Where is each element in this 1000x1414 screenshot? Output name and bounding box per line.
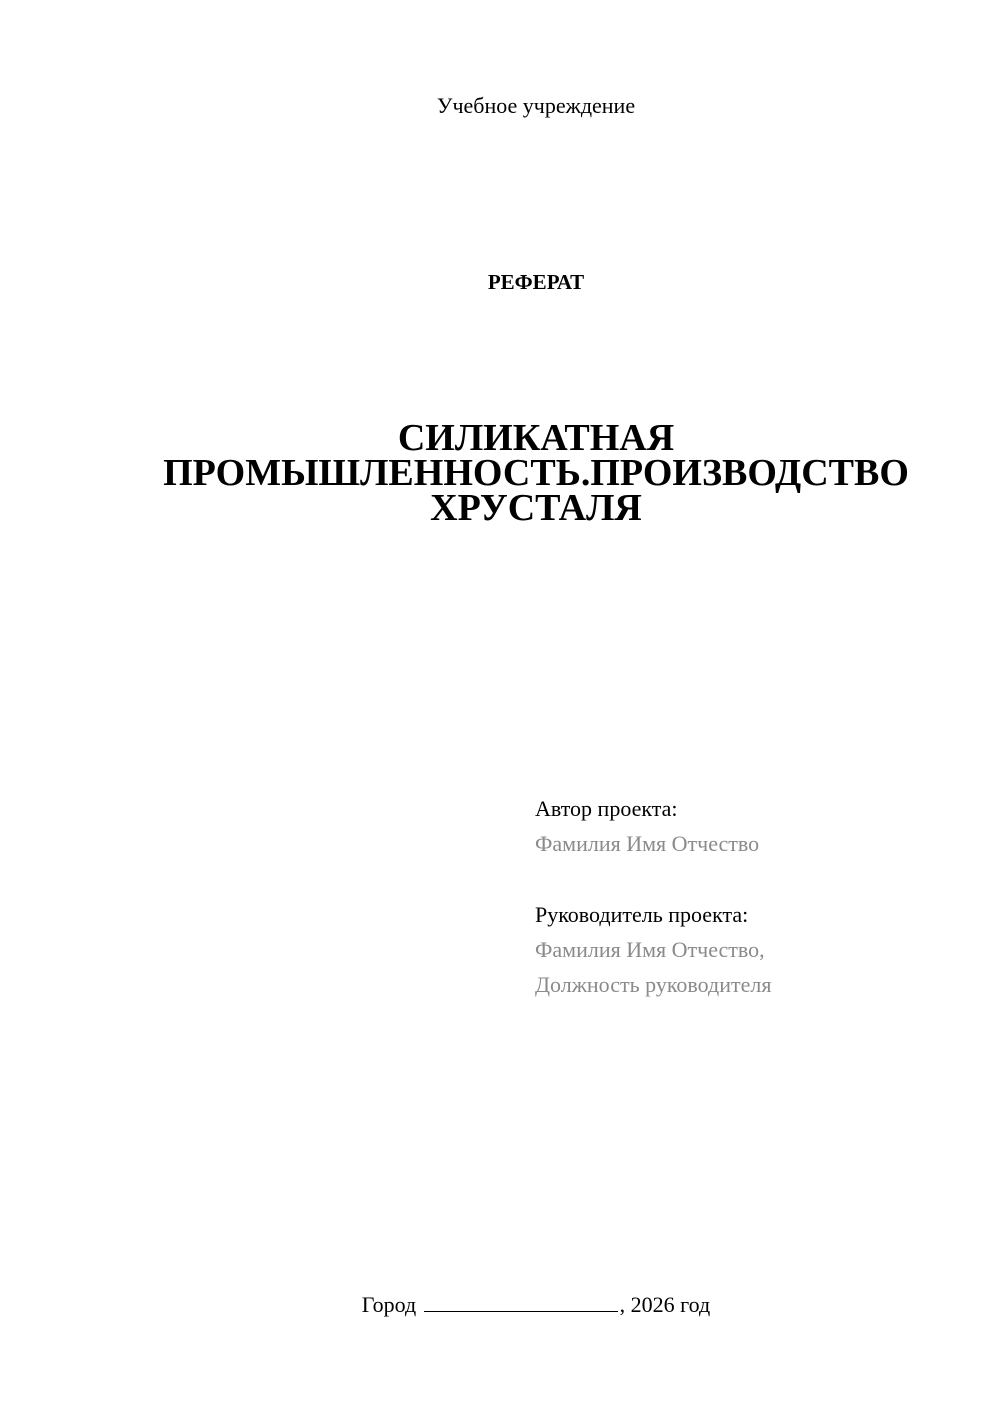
author-name: Фамилия Имя Отчество xyxy=(535,831,760,856)
city-year-line xyxy=(0,1290,1000,1320)
city-blank-line xyxy=(424,1292,618,1312)
supervisor-name: Фамилия Имя Отчество, xyxy=(535,937,765,962)
title-line-2: ПРОМЫШЛЕННОСТЬ.ПРОИЗВОДСТВО xyxy=(163,452,909,494)
credits-block xyxy=(535,791,771,1002)
credits-spacer xyxy=(535,861,771,897)
city-label: Город xyxy=(361,1292,417,1317)
institution-name: Учебное учреждение xyxy=(436,93,636,118)
document-title xyxy=(0,417,1000,529)
supervisor-position: Должность руководителя xyxy=(535,972,772,997)
title-line-3: ХРУСТАЛЯ xyxy=(430,487,642,529)
author-label: Автор проекта: xyxy=(535,796,678,821)
year-text: , 2026 год xyxy=(619,1292,711,1317)
document-type: РЕФЕРАТ xyxy=(487,270,585,294)
supervisor-label: Руководитель проекта: xyxy=(535,902,749,927)
title-line-1: СИЛИКАТНАЯ xyxy=(397,417,675,459)
